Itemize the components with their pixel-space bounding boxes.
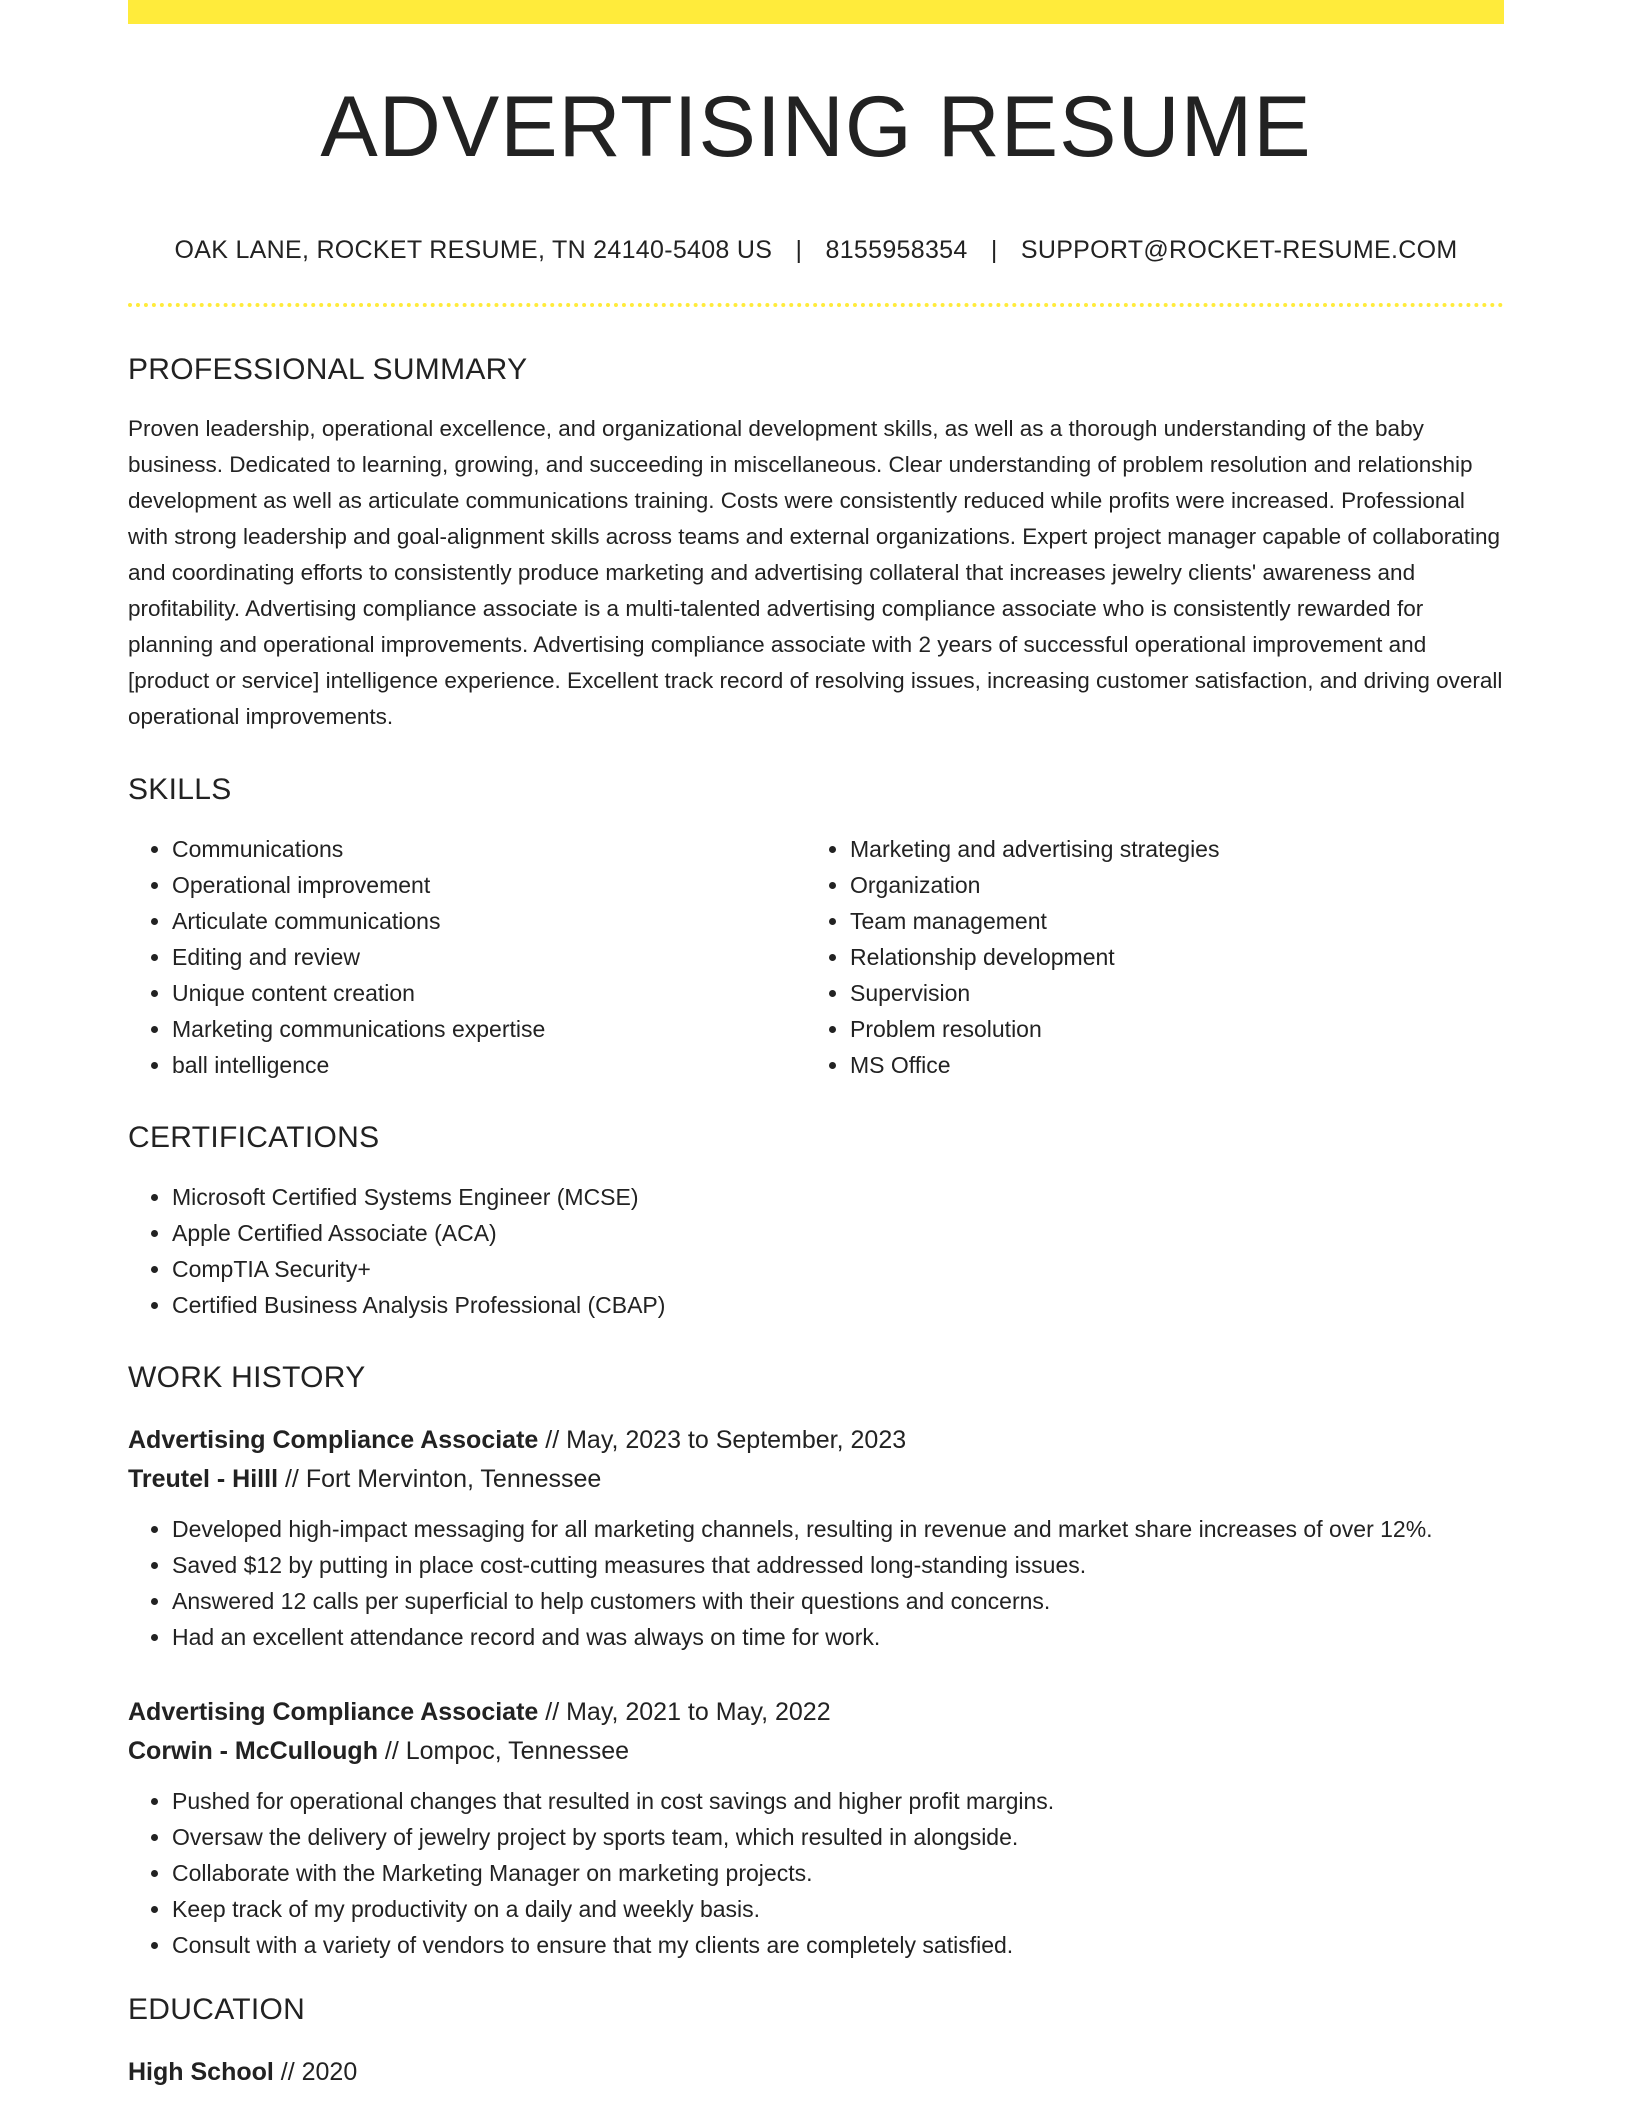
skill-item: • Marketing and advertising strategies (850, 831, 1484, 867)
summary-text: Proven leadership, operational excellence, and organizational development skills, as well as a thorough understanding of the baby business. Dedicated to learning, growing, and succeeding in miscellaneous. Clear understanding of problem resolution and relationship development as well as articulate communications training. Costs were consistently reduced while profits were increased. Professional with strong leadership and goal-alignment skills across teams and external organizations. Expert project manager capable of collaborating and coordinating efforts to consistently produce marketing and advertising collateral that increases jewelry clients' awareness and profitability. Advertising compliance associate is a multi-talented advertising compliance associate who is consistently rewarded for planning and operational improvements. Advertising compliance associate with 2 years of successful operational improvement and [product or service] intelligence experience. Excellent track record of resolving issues, increasing customer satisfaction, and driving overall operational improvements. (128, 416, 1503, 729)
education-section (128, 1995, 1504, 2092)
resume-page (128, 0, 1504, 2092)
job-bullet: • Pushed for operational changes that resulted in cost savings and higher profit margins. (172, 1783, 1504, 1819)
job-bullet: • Developed high-impact messaging for all marketing channels, resulting in revenue and market share increases of over 12%. (172, 1511, 1504, 1547)
skill-item: • Problem resolution (850, 1011, 1484, 1047)
job-role: Advertising Compliance Associate (128, 1698, 539, 1726)
contact-address: OAK LANE, ROCKET RESUME, TN 24140-5408 US (174, 236, 773, 264)
certification-item: • Microsoft Certified Systems Engineer (MCSE) (172, 1179, 1504, 1215)
job-company: Treutel - Hilll (128, 1465, 279, 1493)
skill-item: • Unique content creation (172, 975, 806, 1011)
education-entry (128, 2053, 1504, 2092)
skill-item: • Communications (172, 831, 806, 867)
certification-item: • Apple Certified Associate (ACA) (172, 1215, 1504, 1251)
work-history-section (128, 1363, 1504, 1963)
skills-section (128, 775, 1504, 1083)
skill-item: • Operational improvement (172, 867, 806, 903)
job-company-line (128, 1732, 1504, 1771)
certifications-section (128, 1123, 1504, 1323)
skills-list-right (806, 831, 1484, 1083)
skill-item: • MS Office (850, 1047, 1484, 1083)
job-title-line (128, 1693, 1504, 1732)
certification-item: • Certified Business Analysis Professional (CBAP) (172, 1287, 1504, 1323)
job-bullet: • Saved $12 by putting in place cost-cutting measures that addressed long-standing issues. (172, 1547, 1504, 1583)
contact-line (128, 238, 1504, 263)
job-bullet: • Had an excellent attendance record and was always on time for work. (172, 1619, 1504, 1655)
education-year: // 2020 (273, 2058, 358, 2086)
skills-grid (128, 831, 1504, 1083)
contact-separator: | (990, 236, 998, 264)
header-divider (128, 303, 1504, 307)
job-title-line (128, 1421, 1504, 1460)
job-location: // Fort Mervinton, Tennessee (278, 1465, 602, 1493)
work-history-heading: WORK HISTORY (128, 1361, 366, 1394)
contact-email: SUPPORT@ROCKET-RESUME.COM (1020, 236, 1458, 264)
skill-item: • Team management (850, 903, 1484, 939)
certification-item: • CompTIA Security+ (172, 1251, 1504, 1287)
job-dates: // May, 2023 to September, 2023 (538, 1426, 907, 1454)
job-bullets (128, 1783, 1504, 1963)
job-bullet: • Collaborate with the Marketing Manager on marketing projects. (172, 1855, 1504, 1891)
contact-phone: 8155958354 (825, 236, 968, 264)
skill-item: • Marketing communications expertise (172, 1011, 806, 1047)
job-role: Advertising Compliance Associate (128, 1426, 539, 1454)
skill-item: • Organization (850, 867, 1484, 903)
skill-item: • Relationship development (850, 939, 1484, 975)
skill-item: • Supervision (850, 975, 1484, 1011)
skills-column-right (806, 831, 1484, 1083)
skills-heading: SKILLS (128, 773, 232, 806)
skill-item: • Articulate communications (172, 903, 806, 939)
certifications-list (128, 1179, 1504, 1323)
skills-column-left (128, 831, 806, 1083)
job-entry (128, 1421, 1504, 1655)
top-accent-bar (128, 0, 1504, 24)
education-degree: High School (128, 2058, 274, 2086)
job-dates: // May, 2021 to May, 2022 (538, 1698, 831, 1726)
summary-section (128, 355, 1504, 735)
job-bullet: • Keep track of my productivity on a daily and weekly basis. (172, 1891, 1504, 1927)
job-location: // Lompoc, Tennessee (377, 1737, 630, 1765)
job-bullet: • Consult with a variety of vendors to ensure that my clients are completely satisfied. (172, 1927, 1504, 1963)
summary-heading: PROFESSIONAL SUMMARY (128, 353, 528, 386)
skill-item: • Editing and review (172, 939, 806, 975)
job-bullet: • Oversaw the delivery of jewelry project by sports team, which resulted in alongside. (172, 1819, 1504, 1855)
job-bullets (128, 1511, 1504, 1655)
resume-title: ADVERTISING RESUME (320, 79, 1312, 175)
skills-list-left (128, 831, 806, 1083)
certifications-heading: CERTIFICATIONS (128, 1121, 380, 1154)
contact-separator: | (795, 236, 803, 264)
job-company: Corwin - McCullough (128, 1737, 378, 1765)
education-heading: EDUCATION (128, 1993, 306, 2026)
job-entry (128, 1693, 1504, 1963)
skill-item: • ball intelligence (172, 1047, 806, 1083)
job-bullet: • Answered 12 calls per superficial to help customers with their questions and concerns. (172, 1583, 1504, 1619)
job-company-line (128, 1460, 1504, 1499)
